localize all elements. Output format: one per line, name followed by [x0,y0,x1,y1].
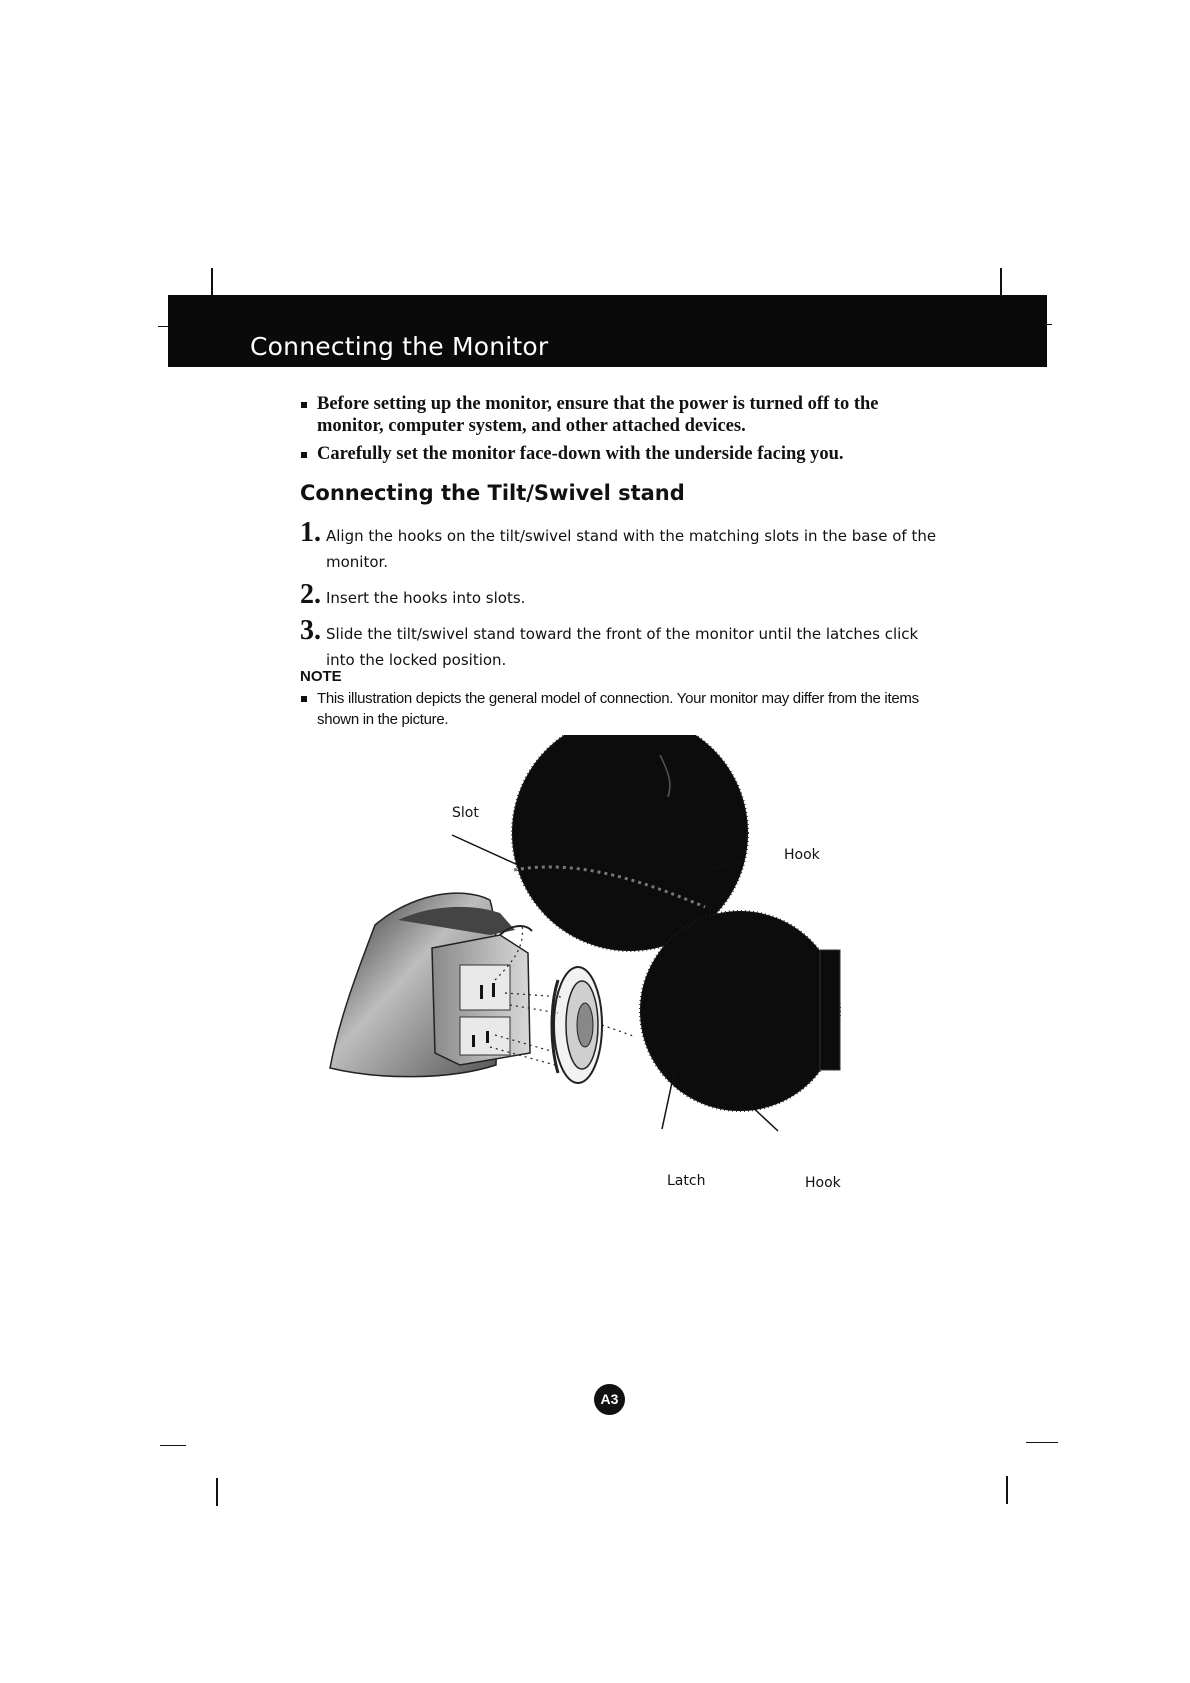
crop-mark-bottom-right-h [1026,1442,1058,1443]
crop-mark-top-left [211,268,213,296]
page-number-badge: A3 [594,1384,625,1415]
hook-label-top: Hook [784,847,820,863]
step-text: Align the hooks on the tilt/swivel stand with the matching slots in the base of the monitor. [326,527,937,571]
bullet-icon [301,402,307,408]
step-item [300,615,940,673]
step-list [300,517,940,683]
note-label: NOTE [300,668,342,685]
note-text: This illustration depicts the general model of connection. Your monitor may differ from the items shown in the picture. [317,690,919,728]
crop-mark-bottom-right-v [1006,1476,1008,1504]
slot-label: Slot [452,805,479,821]
step-number: 3. [300,615,321,646]
section-heading: Connecting the Tilt/Swivel stand [300,481,685,505]
warning-text: Carefully set the monitor face-down with the underside facing you. [317,444,844,464]
zoom-detail-latch [640,911,840,1111]
stand-illustration [300,735,900,1205]
step-number: 1. [300,517,321,548]
section-header-bar [168,295,1047,367]
warning-text: Before setting up the monitor, ensure that the power is turned off to the monitor, computer system, and other attached devices. [317,394,879,436]
step-item [300,517,940,575]
step-item [300,579,940,611]
step-number: 2. [300,579,321,610]
bullet-icon [301,696,307,702]
crop-mark-top-right [1000,268,1002,296]
step-text: Insert the hooks into slots. [326,589,526,607]
monitor-back-panel [432,926,532,1065]
note-item [300,688,957,730]
page-title: Connecting the Monitor [250,332,549,361]
warning-item [300,443,920,465]
monitor-stand-diagram [300,735,900,1205]
step-text: Slide the tilt/swivel stand toward the front of the monitor until the latches click into the locked position. [326,625,919,669]
tilt-swivel-stand [552,967,602,1083]
bullet-icon [301,452,307,458]
latch-label: Latch [667,1173,706,1189]
warning-item [300,393,920,437]
crop-mark-bottom-left-h [160,1445,186,1446]
hook-label-bottom: Hook [805,1175,841,1191]
warning-list [300,393,920,471]
crop-mark-bottom-left-v [216,1478,218,1506]
